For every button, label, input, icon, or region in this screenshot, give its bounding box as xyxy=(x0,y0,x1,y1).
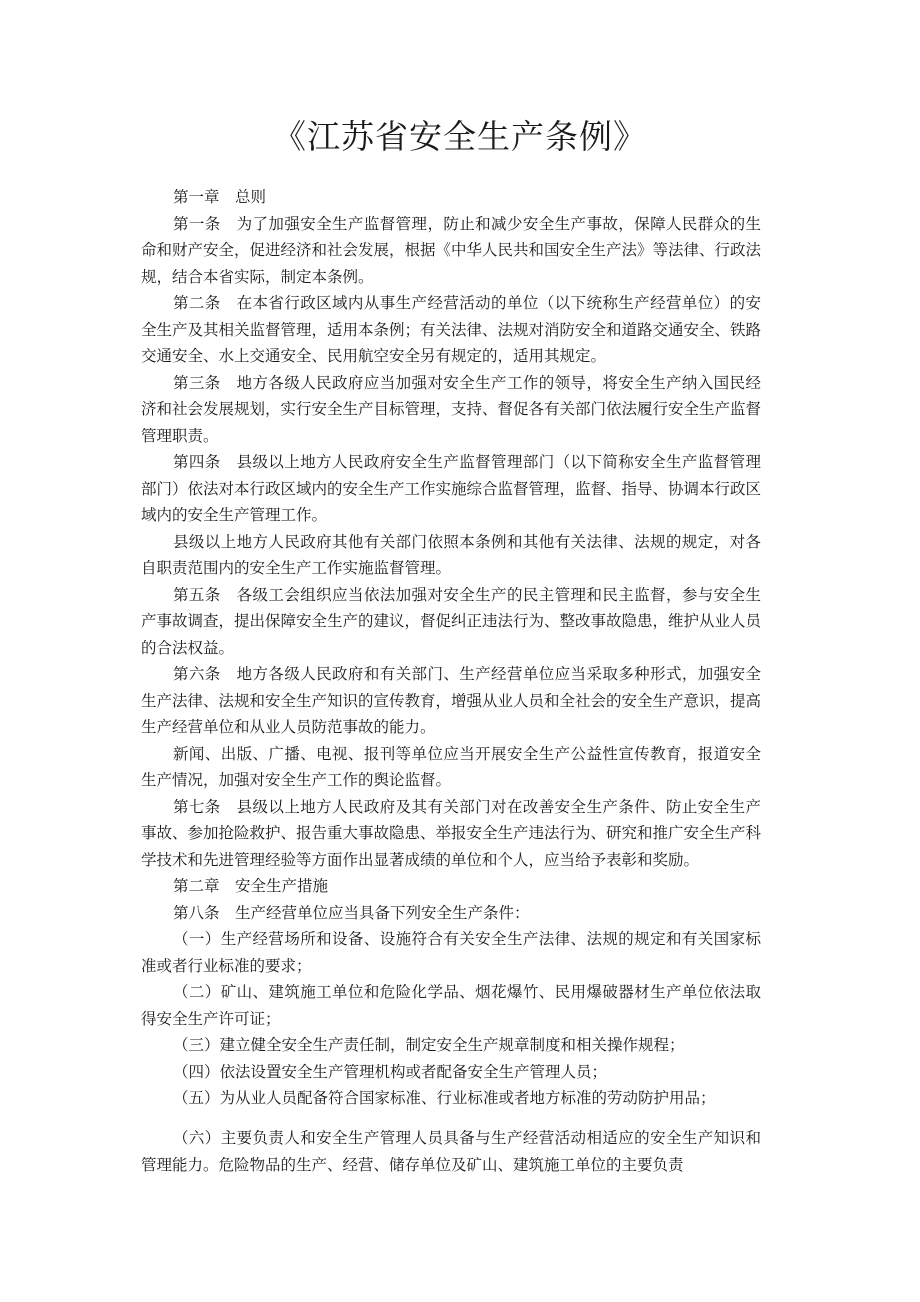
list-item: （二）矿山、建筑施工单位和危险化学品、烟花爆竹、民用爆破器材生产单位依法取得安全生产许可证； xyxy=(141,983,761,1028)
article-paragraph: 县级以上地方人民政府其他有关部门依照本条例和其他有关法律、法规的规定，对各自职责范围内的安全生产工作实施监督管理。 xyxy=(141,532,761,577)
article-paragraph: 新闻、出版、广播、电视、报刊等单位应当开展安全生产公益性宣传教育，报道安全生产情况，加强对安全生产工作的舆论监督。 xyxy=(141,744,761,789)
chapter-heading: 第二章 安全生产措施 xyxy=(173,877,329,895)
article-paragraph: 第三条 地方各级人民政府应当加强对安全生产工作的领导，将安全生产纳入国民经济和社会发展规划，实行安全生产目标管理，支持、督促各有关部门依法履行安全生产监督管理职责。 xyxy=(141,373,762,445)
document-body-page2 xyxy=(141,1125,761,1178)
chapter-heading: 第一章 总则 xyxy=(173,188,267,206)
article-paragraph: 第四条 县级以上地方人民政府安全生产监督管理部门（以下简称安全生产监督管理部门）依法对本行政区域内的安全生产工作实施综合监督管理，监督、指导、协调本行政区域内的安全生产管理工作。 xyxy=(141,453,762,524)
article-paragraph: 第七条 县级以上地方人民政府及其有关部门对在改善安全生产条件、防止安全生产事故、参加抢险救护、报告重大事故隐患、举报安全生产违法行为、研究和推广安全生产科学技术和先进管理经验等方面作出显著成绩的单位和个人，应当给予表彰和奖励。 xyxy=(141,797,762,869)
list-item: （一）生产经营场所和设备、设施符合有关安全生产法律、法规的规定和有关国家标准或者行业标准的要求； xyxy=(141,930,761,975)
article-paragraph: 第二条 在本省行政区域内从事生产经营活动的单位（以下统称生产经营单位）的安全生产及其相关监督管理，适用本条例；有关法律、法规对消防安全和道路交通安全、铁路交通安全、水上交通安全、民用航空安全另有规定的，适用其规定。 xyxy=(141,294,762,365)
article-paragraph: 第八条 生产经营单位应当具备下列安全生产条件： xyxy=(173,903,530,922)
list-item: （三）建立健全安全生产责任制，制定安全生产规章制度和相关操作规程； xyxy=(173,1036,685,1054)
article-paragraph: 第五条 各级工会组织应当依法加强对安全生产的民主管理和民主监督，参与安全生产事故调查，提出保障安全生产的建议，督促纠正违法行为、整改事故隐患，维护从业人员的合法权益。 xyxy=(141,585,762,657)
list-item: （六）主要负责人和安全生产管理人员具备与生产经营活动相适应的安全生产知识和管理能力。危险物品的生产、经营、储存单位及矿山、建筑施工单位的主要负责 xyxy=(141,1129,761,1174)
list-item: （四）依法设置安全生产管理机构或者配备安全生产管理人员； xyxy=(173,1062,608,1081)
document-title: 《江苏省安全生产条例》 xyxy=(273,117,647,156)
list-item: （五）为从业人员配备符合国家标准、行业标准或者地方标准的劳动防护用品； xyxy=(173,1089,716,1107)
document-body-page1 xyxy=(141,184,761,1112)
article-paragraph: 第六条 地方各级人民政府和有关部门、生产经营单位应当采取多种形式，加强安全生产法律、法规和安全生产知识的宣传教育，增强从业人员和全社会的安全生产意识，提高生产经营单位和从业人员防范事故的能力。 xyxy=(141,665,762,736)
article-paragraph: 第一条 为了加强安全生产监督管理，防止和减少安全生产事故，保障人民群众的生命和财产安全，促进经济和社会发展，根据《中华人民共和国安全生产法》等法律、行政法规，结合本省实际，制定本条例。 xyxy=(141,214,762,286)
